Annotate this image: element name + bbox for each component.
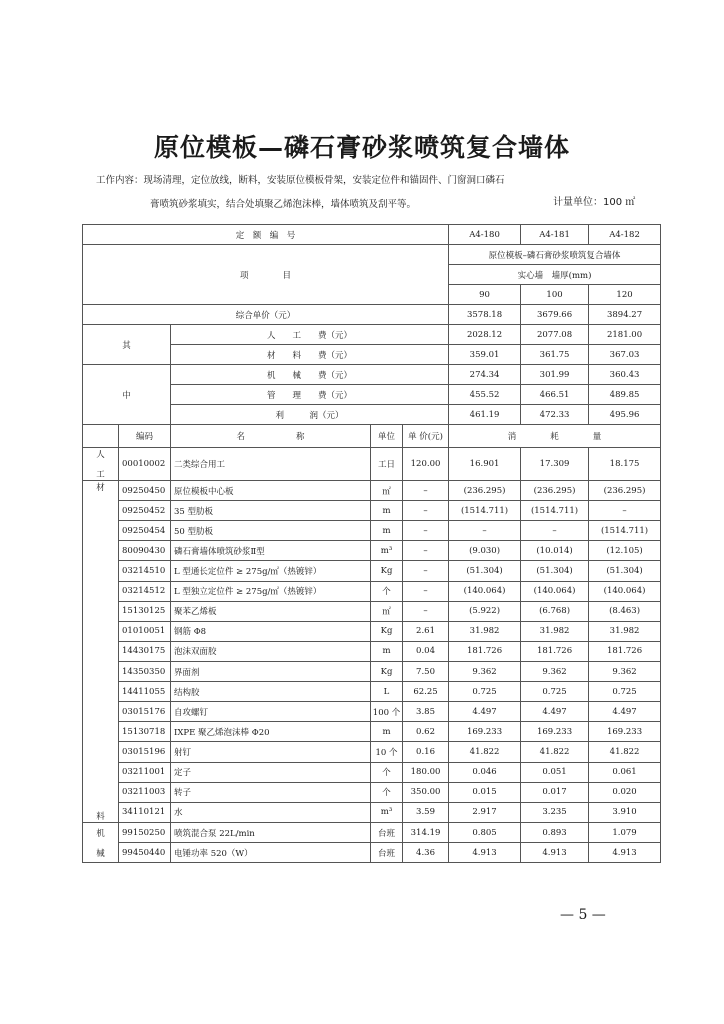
item-name: L 型独立定位件 ≥ 275g/㎡（热镀锌）: [171, 581, 371, 601]
item-price: –: [403, 581, 449, 601]
item-code: 99150250: [119, 823, 171, 843]
table-row: [83, 661, 661, 681]
quota-label: 定 额 编 号: [83, 225, 449, 245]
cost-label: 机 械 费（元）: [171, 365, 449, 385]
item-unit: Kg: [371, 621, 403, 641]
item-consumption: 0.725: [449, 682, 521, 702]
table-row: [83, 762, 661, 782]
item-code: 09250454: [119, 521, 171, 541]
item-code: 03214512: [119, 581, 171, 601]
table-row: [83, 581, 661, 601]
item-consumption: 3.910: [589, 802, 661, 822]
cost-value: 359.01: [449, 345, 521, 365]
cost-label: 人 工 费（元）: [171, 325, 449, 345]
item-consumption: 16.901: [449, 448, 521, 481]
page-number: — 5 —: [560, 907, 606, 923]
item-code: 80090430: [119, 541, 171, 561]
item-code: 03211001: [119, 762, 171, 782]
cost-value: 466.51: [521, 385, 589, 405]
item-code: 01010051: [119, 621, 171, 641]
table-row: [83, 742, 661, 762]
item-name: 二类综合用工: [171, 448, 371, 481]
work-content-line1: 工作内容：现场清理，定位放线，断料，安装原位模板骨架，安装定位件和锚固件、门窗洞口磷石: [96, 175, 505, 186]
section-label: [83, 448, 119, 481]
item-name: IXPE 聚乙烯泡沫棒 Φ20: [171, 722, 371, 742]
section-gap: [83, 839, 118, 847]
item-name: 喷筑混合泵 22L/min: [171, 823, 371, 843]
table-row: [83, 682, 661, 702]
item-code: 99450440: [119, 843, 171, 863]
item-name: 水: [171, 802, 371, 822]
item-consumption: 9.362: [589, 661, 661, 681]
item-consumption: 4.497: [521, 702, 589, 722]
cost-value: 2028.12: [449, 325, 521, 345]
item-consumption: 169.233: [589, 722, 661, 742]
section-label: [83, 823, 119, 863]
item-unit: Kg: [371, 661, 403, 681]
composite-price: 3578.18: [449, 305, 521, 325]
wall-title: 原位模板–磷石膏砂浆喷筑复合墙体: [449, 245, 661, 265]
thickness: 120: [589, 285, 661, 305]
section-label-bottom: 料: [96, 812, 105, 822]
item-consumption: 169.233: [449, 722, 521, 742]
table-row: [83, 601, 661, 621]
cost-value: 455.52: [449, 385, 521, 405]
table-row: [83, 722, 661, 742]
item-unit: m³: [371, 541, 403, 561]
table-row: [83, 641, 661, 661]
item-code: 03015196: [119, 742, 171, 762]
item-unit: 个: [371, 762, 403, 782]
item-unit: m: [371, 641, 403, 661]
item-name: 界面剂: [171, 661, 371, 681]
cost-value: 367.03: [589, 345, 661, 365]
item-name: 聚苯乙烯板: [171, 601, 371, 621]
item-consumption: 0.046: [449, 762, 521, 782]
item-consumption: (51.304): [521, 561, 589, 581]
item-price: –: [403, 521, 449, 541]
item-consumption: (51.304): [449, 561, 521, 581]
item-consumption: (140.064): [521, 581, 589, 601]
item-consumption: (5.922): [449, 601, 521, 621]
item-code: 09250452: [119, 501, 171, 521]
item-price: 0.62: [403, 722, 449, 742]
item-unit: L: [371, 682, 403, 702]
item-label: 项 目: [83, 245, 449, 305]
item-name: 磷石膏墙体喷筑砂浆Ⅱ型: [171, 541, 371, 561]
col-header-unit: 单位: [371, 425, 403, 448]
item-consumption: 0.893: [521, 823, 589, 843]
table-row: [83, 501, 661, 521]
item-price: 7.50: [403, 661, 449, 681]
item-consumption: 9.362: [521, 661, 589, 681]
item-price: 0.04: [403, 641, 449, 661]
item-consumption: 3.235: [521, 802, 589, 822]
col-header-code: 编码: [119, 425, 171, 448]
table-row: [83, 823, 661, 843]
item-price: 62.25: [403, 682, 449, 702]
item-consumption: 0.020: [589, 782, 661, 802]
section-label-top: 材: [96, 483, 105, 493]
item-consumption: (236.295): [521, 481, 589, 501]
item-consumption: (6.768): [521, 601, 589, 621]
cost-label: 管 理 费（元）: [171, 385, 449, 405]
item-consumption: 31.982: [521, 621, 589, 641]
item-price: –: [403, 601, 449, 621]
item-unit: 100 个: [371, 702, 403, 722]
item-price: 350.00: [403, 782, 449, 802]
table-row: [83, 481, 661, 501]
page-title: 原位模板—磷石膏砂浆喷筑复合墙体: [153, 133, 570, 162]
item-code: 15130718: [119, 722, 171, 742]
item-code: 03214510: [119, 561, 171, 581]
item-consumption: 181.726: [589, 641, 661, 661]
item-name: 自攻螺钉: [171, 702, 371, 722]
item-consumption: (12.105): [589, 541, 661, 561]
item-consumption: (236.295): [589, 481, 661, 501]
cost-value: 361.75: [521, 345, 589, 365]
item-consumption: 9.362: [449, 661, 521, 681]
qizhong-bottom: 中: [83, 365, 171, 425]
table-row: [83, 521, 661, 541]
item-price: 0.16: [403, 742, 449, 762]
item-name: 钢筋 Φ8: [171, 621, 371, 641]
thickness: 100: [521, 285, 589, 305]
item-name: 35 型肋板: [171, 501, 371, 521]
cost-value: 489.85: [589, 385, 661, 405]
item-unit: m: [371, 501, 403, 521]
item-consumption: –: [521, 521, 589, 541]
item-consumption: 31.982: [589, 621, 661, 641]
item-price: –: [403, 481, 449, 501]
cost-label: 利 润（元）: [171, 405, 449, 425]
col-header-blank: [83, 425, 119, 448]
col-header-name: 名 称: [171, 425, 371, 448]
item-consumption: (140.064): [449, 581, 521, 601]
item-price: –: [403, 501, 449, 521]
item-name: L 型通长定位件 ≥ 275g/㎡（热镀锌）: [171, 561, 371, 581]
item-consumption: (1514.711): [449, 501, 521, 521]
item-consumption: 41.822: [589, 742, 661, 762]
item-consumption: 31.982: [449, 621, 521, 641]
item-unit: 台班: [371, 843, 403, 863]
item-name: 电锤功率 520（W）: [171, 843, 371, 863]
section-label-top: 机: [96, 828, 105, 839]
unit-label: 计量单位：100 ㎡: [553, 197, 636, 208]
cost-value: 461.19: [449, 405, 521, 425]
item-name: 50 型肋板: [171, 521, 371, 541]
item-consumption: 41.822: [449, 742, 521, 762]
item-consumption: (1514.711): [521, 501, 589, 521]
item-unit: ㎡: [371, 601, 403, 621]
composite-price: 3894.27: [589, 305, 661, 325]
section-gap: [83, 493, 118, 810]
item-consumption: 4.913: [589, 843, 661, 863]
table-row: [83, 621, 661, 641]
item-price: 120.00: [403, 448, 449, 481]
item-unit: 个: [371, 782, 403, 802]
section-label: [83, 481, 119, 823]
item-consumption: 4.497: [589, 702, 661, 722]
item-code: 34110121: [119, 802, 171, 822]
item-unit: 台班: [371, 823, 403, 843]
quota-code: A4-182: [589, 225, 661, 245]
item-unit: 个: [371, 581, 403, 601]
item-code: 14350350: [119, 661, 171, 681]
item-consumption: 0.725: [521, 682, 589, 702]
item-name: 泡沫双面胶: [171, 641, 371, 661]
item-unit: ㎡: [371, 481, 403, 501]
item-price: –: [403, 561, 449, 581]
item-consumption: 17.309: [521, 448, 589, 481]
item-code: 03015176: [119, 702, 171, 722]
item-consumption: 169.233: [521, 722, 589, 742]
work-content-line2: 膏喷筑砂浆填实，结合处填聚乙烯泡沫棒，墙体喷筑及刮平等。: [150, 199, 417, 210]
table-row: [83, 541, 661, 561]
cost-value: 495.96: [589, 405, 661, 425]
item-consumption: 0.061: [589, 762, 661, 782]
item-consumption: (1514.711): [589, 521, 661, 541]
wall-sub: 实心墙 墙厚(mm): [449, 265, 661, 285]
section-label-bottom: 械: [96, 848, 105, 859]
cost-value: 274.34: [449, 365, 521, 385]
item-price: 3.59: [403, 802, 449, 822]
item-name: 结构胶: [171, 682, 371, 702]
item-consumption: (9.030): [449, 541, 521, 561]
item-price: –: [403, 541, 449, 561]
item-unit: m: [371, 722, 403, 742]
item-price: 2.61: [403, 621, 449, 641]
quota-code: A4-181: [521, 225, 589, 245]
item-unit: Kg: [371, 561, 403, 581]
item-code: 00010002: [119, 448, 171, 481]
item-consumption: 181.726: [521, 641, 589, 661]
item-unit: m: [371, 521, 403, 541]
table-row: [83, 782, 661, 802]
item-consumption: 0.725: [589, 682, 661, 702]
item-consumption: (8.463): [589, 601, 661, 621]
item-code: 15130125: [119, 601, 171, 621]
table-row: [83, 561, 661, 581]
section-gap: [83, 460, 118, 468]
item-consumption: (140.064): [589, 581, 661, 601]
composite-price-label: 综合单价（元）: [83, 305, 449, 325]
item-consumption: 4.913: [521, 843, 589, 863]
table-row: [83, 843, 661, 863]
item-price: 3.85: [403, 702, 449, 722]
cost-value: 2077.08: [521, 325, 589, 345]
item-consumption: 2.917: [449, 802, 521, 822]
item-consumption: 0.017: [521, 782, 589, 802]
cost-value: 472.33: [521, 405, 589, 425]
item-code: 14430175: [119, 641, 171, 661]
composite-price: 3679.66: [521, 305, 589, 325]
item-name: 定子: [171, 762, 371, 782]
table-row: [83, 802, 661, 822]
item-consumption: 1.079: [589, 823, 661, 843]
col-header-price: 单 价(元): [403, 425, 449, 448]
item-code: 14411055: [119, 682, 171, 702]
item-consumption: 0.805: [449, 823, 521, 843]
cost-value: 301.99: [521, 365, 589, 385]
section-label-top: 人: [96, 450, 105, 460]
cost-label: 材 料 费（元）: [171, 345, 449, 365]
item-name: 射钉: [171, 742, 371, 762]
thickness: 90: [449, 285, 521, 305]
item-consumption: (10.014): [521, 541, 589, 561]
item-consumption: 0.051: [521, 762, 589, 782]
item-consumption: 4.913: [449, 843, 521, 863]
item-unit: 工日: [371, 448, 403, 481]
item-consumption: 18.175: [589, 448, 661, 481]
item-consumption: 41.822: [521, 742, 589, 762]
cost-value: 360.43: [589, 365, 661, 385]
item-consumption: 0.015: [449, 782, 521, 802]
item-name: 转子: [171, 782, 371, 802]
item-consumption: 4.497: [449, 702, 521, 722]
qizhong-top: 其: [83, 325, 171, 365]
item-consumption: –: [589, 501, 661, 521]
col-header-consumption: 消 耗 量: [449, 425, 661, 448]
item-unit: m³: [371, 802, 403, 822]
item-consumption: 181.726: [449, 641, 521, 661]
item-price: 314.19: [403, 823, 449, 843]
item-code: 09250450: [119, 481, 171, 501]
quota-table: [82, 224, 661, 863]
section-label-bottom: 工: [96, 470, 105, 480]
quota-code: A4-180: [449, 225, 521, 245]
item-name: 原位模板中心板: [171, 481, 371, 501]
item-code: 03211003: [119, 782, 171, 802]
table-row: [83, 702, 661, 722]
item-price: 180.00: [403, 762, 449, 782]
item-consumption: –: [449, 521, 521, 541]
item-consumption: (236.295): [449, 481, 521, 501]
table-row: [83, 448, 661, 481]
item-unit: 10 个: [371, 742, 403, 762]
cost-value: 2181.00: [589, 325, 661, 345]
item-price: 4.36: [403, 843, 449, 863]
item-consumption: (51.304): [589, 561, 661, 581]
